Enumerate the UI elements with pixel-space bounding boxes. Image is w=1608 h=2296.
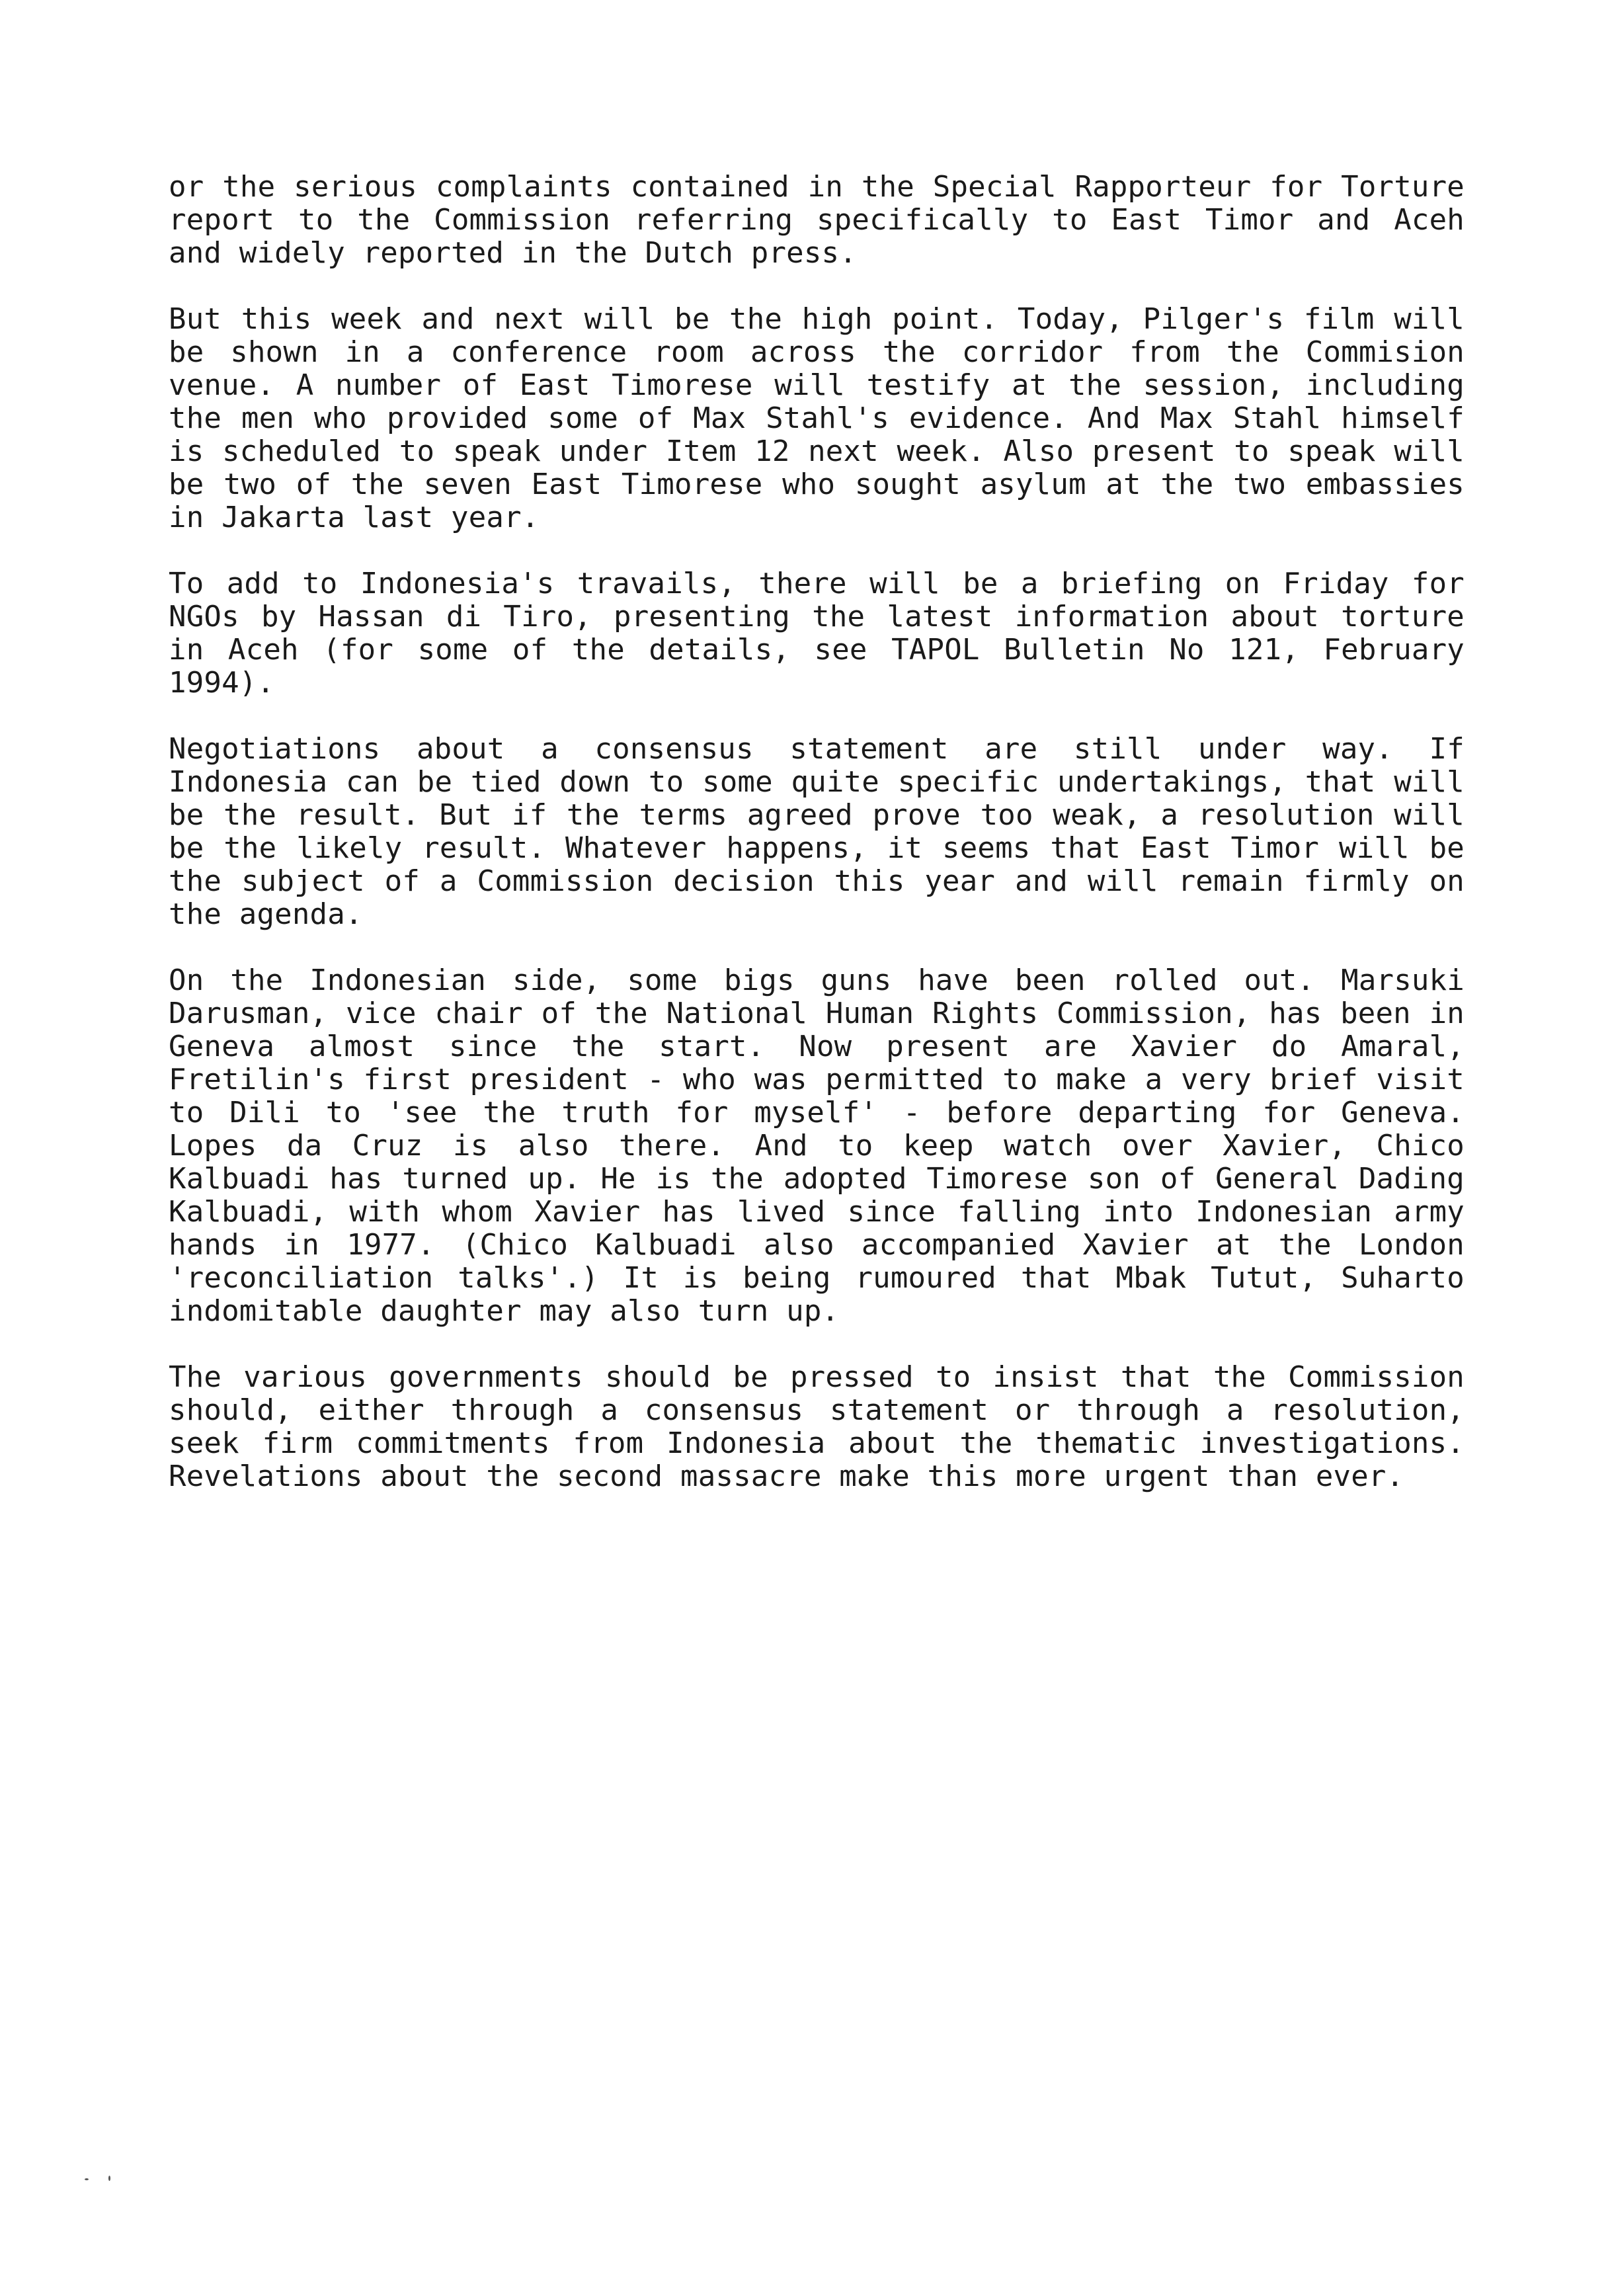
scan-speck xyxy=(85,2178,89,2180)
paragraph-1: or the serious complaints contained in the Special Rapporteur for Torture report to the Commission referring specifically to East Timor and Aceh and widely reported in the Dutch press. xyxy=(169,170,1465,270)
paragraph-5: On the Indonesian side, some bigs guns have been rolled out. Marsuki Darusman, vice chair of the National Human Rights Commission, has been in Geneva almost since the start. Now present are Xavier do Amaral, Fretilin's first president - who was permitted to make a very brief visit to Dili to 'see the truth for myself' - before departing for Geneva. Lopes da Cruz is also there. And to keep watch over Xavier, Chico Kalbuadi has turned up. He is the adopted Timorese son of General Dading Kalbuadi, with whom Xavier has lived since falling into Indonesian army hands in 1977. (Chico Kalbuadi also accompanied Xavier at the London 'reconciliation talks'.) It is being rumoured that Mbak Tutut, Suharto indomitable daughter may also turn up. xyxy=(169,964,1465,1328)
document-body xyxy=(169,171,1465,1493)
paragraph-4: Negotiations about a consensus statement are still under way. If Indonesia can be tied down to some quite specific undertakings, that will be the result. But if the terms agreed prove too weak, a resolution will be the likely result. Whatever happens, it seems that East Timor will be the subject of a Commission decision this year and will remain firmly on the agenda. xyxy=(169,732,1465,931)
paragraph-6: The various governments should be pressed to insist that the Commission should, either through a consensus statement or through a resolution, seek firm commitments from Indonesia about the thematic investigations. Revelations about the second massacre make this more urgent than ever. xyxy=(169,1360,1465,1493)
paragraph-3: To add to Indonesia's travails, there will be a briefing on Friday for NGOs by Hassan di Tiro, presenting the latest information about torture in Aceh (for some of the details, see TAPOL Bulletin No 121, February 1994). xyxy=(169,567,1465,700)
scan-speck xyxy=(108,2176,110,2181)
paragraph-2: But this week and next will be the high point. Today, Pilger's film will be shown in a conference room across the corridor from the Commision venue. A number of East Timorese will testify at the session, including the men who provided some of Max Stahl's evidence. And Max Stahl himself is scheduled to speak under Item 12 next week. Also present to speak will be two of the seven East Timorese who sought asylum at the two embassies in Jakarta last year. xyxy=(169,302,1465,534)
